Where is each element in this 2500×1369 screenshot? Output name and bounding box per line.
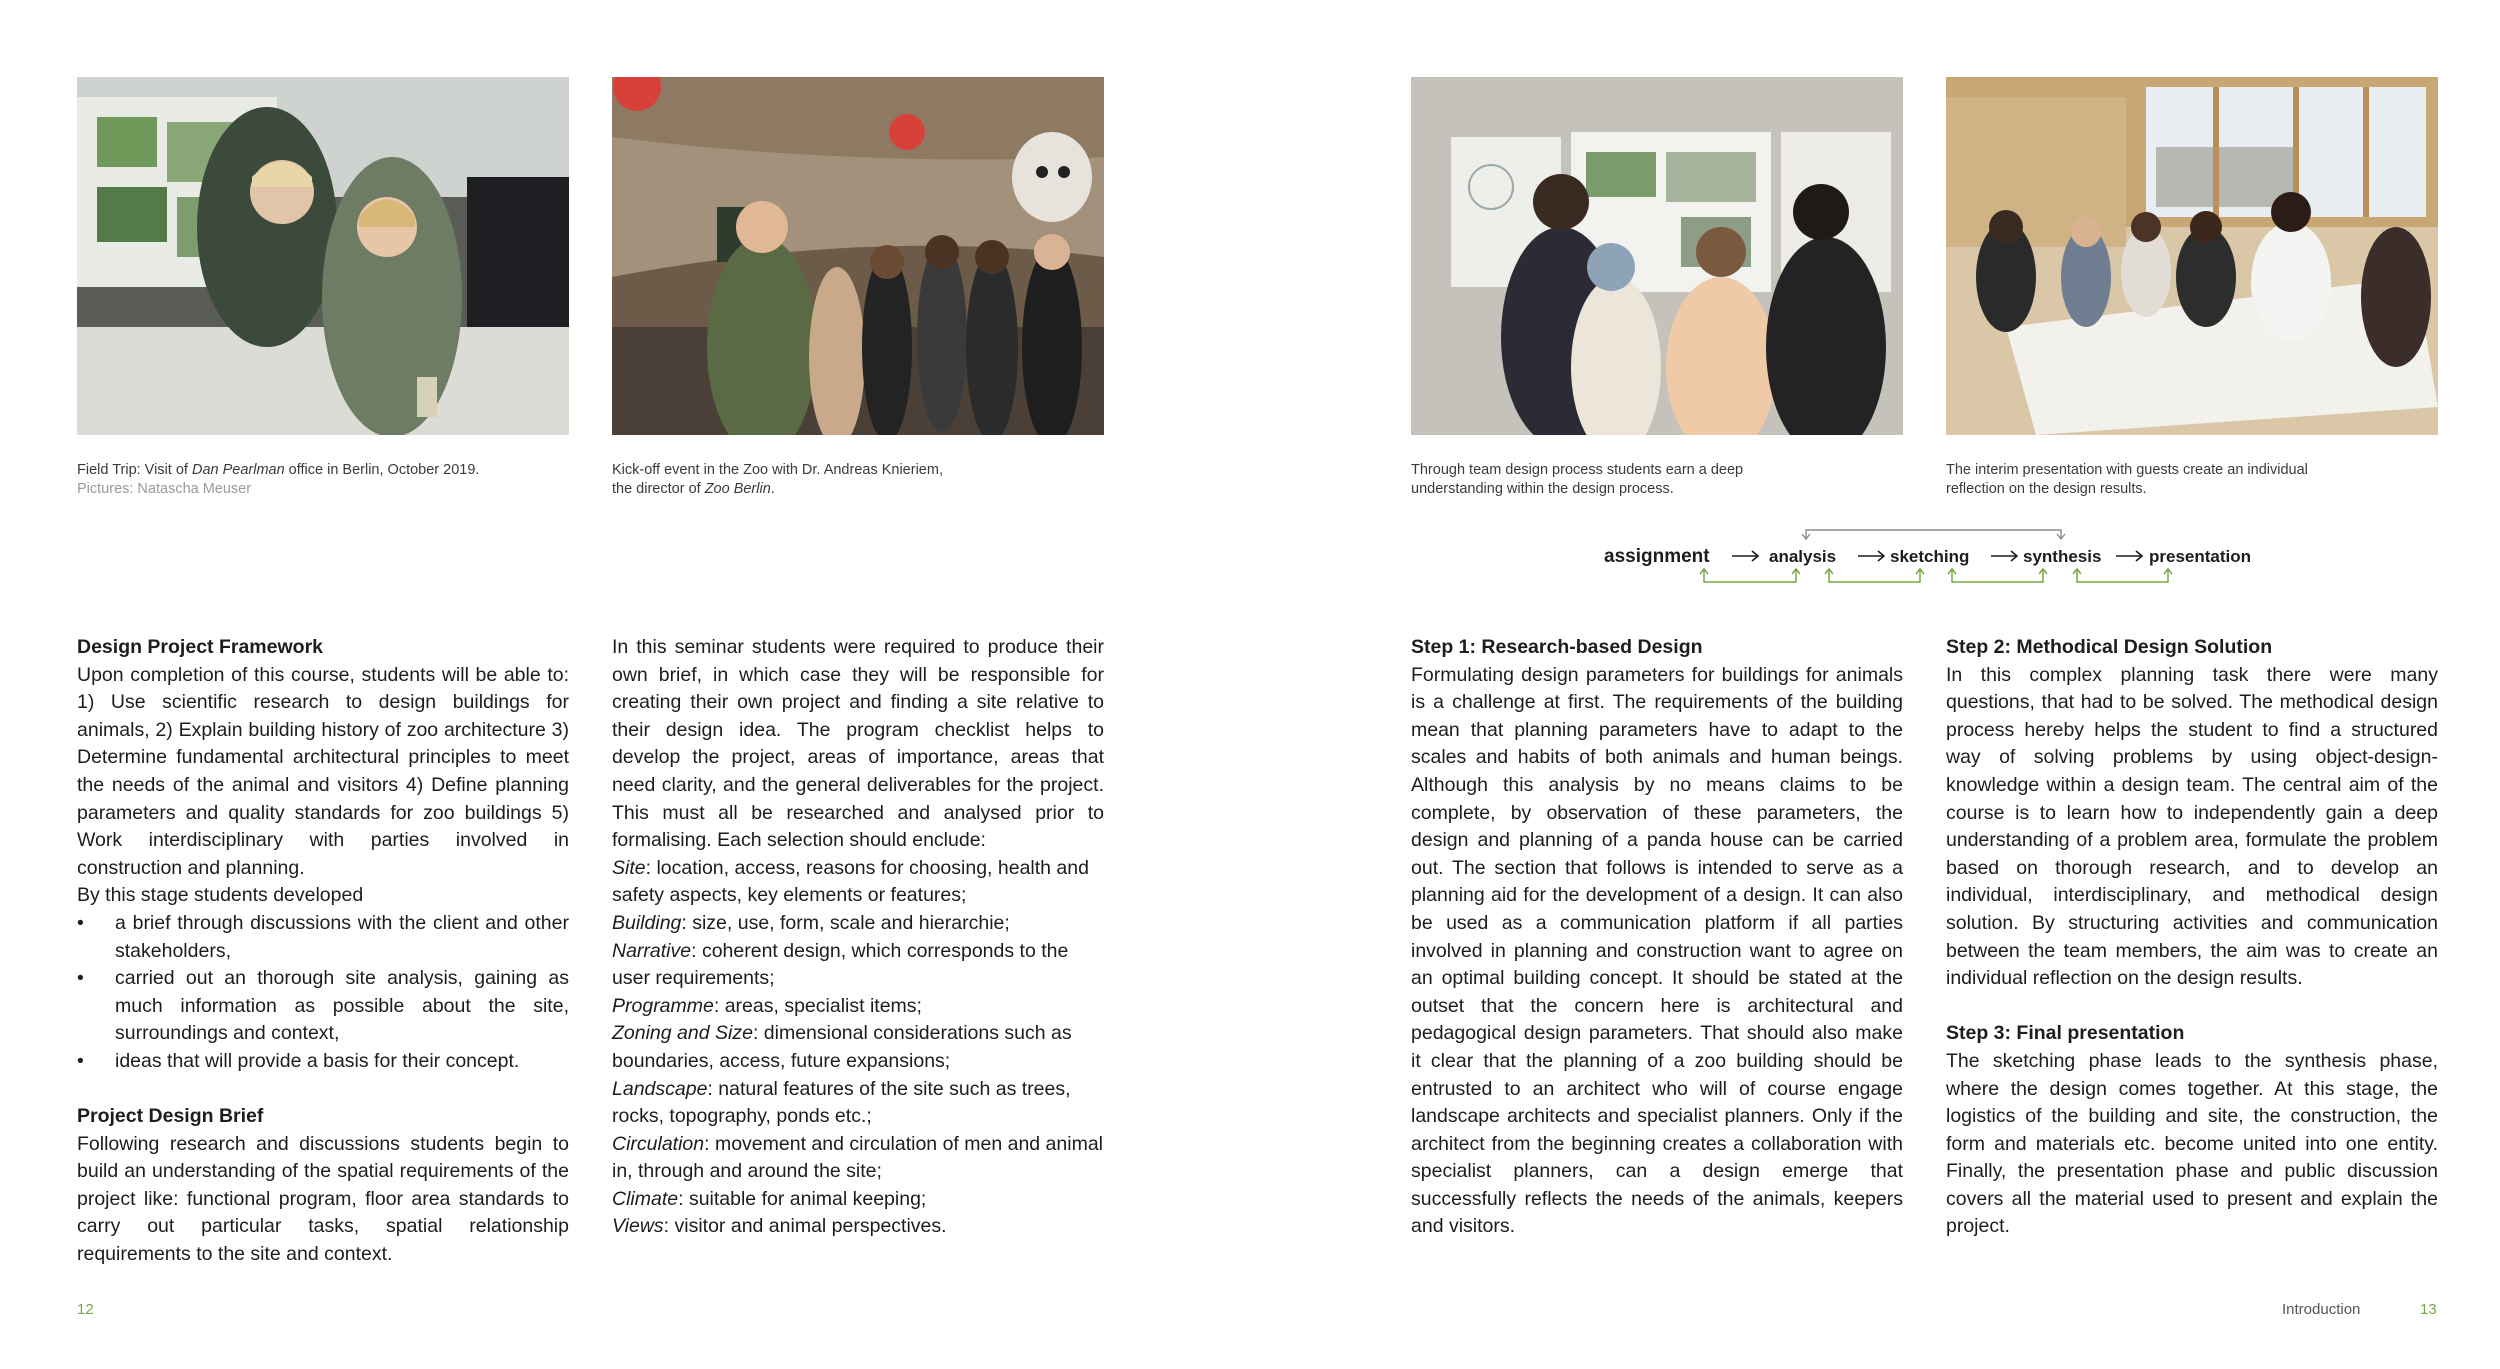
checklist-item-landscape	[612, 1076, 1104, 1131]
running-head: Introduction	[2282, 1301, 2361, 1318]
checklist-item-narrative	[612, 938, 1104, 993]
heading-step2: Step 2: Methodical Design Solution	[1946, 636, 2273, 658]
caption-team	[1411, 461, 1903, 499]
heading-step1: Step 1: Research-based Design	[1411, 636, 1703, 658]
checklist-desc: : movement and circulation of men and animal in, through and around the site;	[612, 1132, 1103, 1183]
checklist-desc: : coherent design, which corresponds to the user requirements;	[612, 939, 1069, 990]
checklist-term: Building	[612, 911, 682, 934]
caption-text: Kick-off event in the Zoo with Dr. Andreas Knieriem,	[612, 462, 943, 478]
framework-intro: Upon completion of this course, students will be able to: 1) Use scientific research to design buildings for animals, 2) Explain building history of zoo architecture 3) Determine fundamental architectural principles to meet the needs of the animal and visitors 4) Define planning parameters and quality standards for zoo buildings 5) Work interdisciplinary with parties involved in construction and planning.	[77, 663, 569, 879]
caption-italic: Dan Pearlman	[191, 462, 285, 478]
caption-text: understanding within the design process.	[1411, 481, 1674, 497]
list-item: • a brief through discussions with the client and other stakeholders,	[77, 910, 569, 965]
checklist-item-programme	[612, 993, 1104, 1021]
checklist-term: Narrative	[612, 939, 692, 962]
photo-kickoff-zoo	[612, 77, 1104, 435]
checklist-item-site	[612, 855, 1104, 910]
checklist-desc: : location, access, reasons for choosing, health and safety aspects, key elements or features;	[612, 856, 1089, 907]
process-flow-diagram	[1600, 520, 2300, 600]
checklist-desc: : visitor and animal perspectives.	[663, 1215, 947, 1238]
checklist-term: Zoning and Size	[612, 1022, 753, 1045]
checklist-item-climate	[612, 1186, 1104, 1214]
list-item: • carried out an thorough site analysis, gaining as much information as possible about the site, surroundings and context,	[77, 965, 569, 1048]
column-seminar	[612, 634, 1104, 1241]
seminar-intro: In this seminar students were required to produce their own brief, in which case they will be responsible for creating their own project and finding a site relative to their design idea. The program checklist helps to develop the project, areas of importance, areas that need clarity, and the general deliverables for the project. This must all be researched and analysed prior to formalising. Each selection should enclude:	[612, 636, 1104, 852]
framework-bullet-list	[77, 910, 569, 1076]
checklist-term: Circulation	[612, 1132, 705, 1155]
step1-text: Formulating design parameters for buildings for animals is a challenge at first. The requirements of the building mean that planning parameters have to adapt to the scales and habits of both animals and human beings. Although this analysis by no means claims to be complete, by observation of these parameters, the design and planning of a panda house can be carried out. The section that follows is intended to serve as a planning aid for the development of a design. It can also be used as a communication platform if all parties involved in planning and construction want to agree on an optimal building concept. It should be stated at the outset that the concern here is architectural and pedagogical design parameters. That should also make it clear that the planning of a zoo building should be entrusted to an architect who will of course engage landscape architects and specialist planners. Only if the architect from the beginning creates a collaboration with specialist planners, can a design emerge that successfully reflects the needs of the animals, keepers and visitors.	[1411, 663, 1903, 1238]
checklist-item-building	[612, 910, 1104, 938]
caption-italic: Zoo Berlin	[704, 481, 771, 497]
flow-step-sketching: sketching	[1890, 547, 1970, 566]
flow-step-synthesis: synthesis	[2023, 547, 2102, 566]
caption-field-trip	[77, 461, 569, 499]
page-number-left: 12	[77, 1301, 94, 1318]
column-step2-step3	[1946, 634, 2438, 1241]
photo-field-trip	[77, 77, 569, 435]
framework-lead: By this stage students developed	[77, 884, 364, 907]
step3-text: The sketching phase leads to the synthesis phase, where the design comes together. At this stage, the logistics of the building and site, the construction, the form and materials etc. become united into one entity. Finally, the presentation phase and public discussion covers all the material used to present and explain the project.	[1946, 1049, 2438, 1238]
heading-design-project-framework: Design Project Framework	[77, 636, 323, 658]
photo-team-design	[1411, 77, 1903, 435]
flow-step-assignment: assignment	[1604, 546, 1710, 567]
caption-text: the director of	[612, 481, 705, 497]
step2-text: In this complex planning task there were many questions, that had to be solved. The methodical design process hereby helps the student to find a structured way of solving problems by using object-design-knowledge within a design team. The central aim of the course is to learn how to independently gain a deep understanding of a problem area, formulate the problem based on thorough research, and to develop an individual, interdisciplinary, and methodical design solution. By structuring activities and communication between the team members, the aim was to create an individual reflection on the design results.	[1946, 663, 2438, 990]
checklist-item-zoning	[612, 1020, 1104, 1075]
list-item: • ideas that will provide a basis for their concept.	[77, 1048, 569, 1076]
column-framework	[77, 634, 569, 1269]
column-step1	[1411, 634, 1903, 1241]
checklist-term: Views	[612, 1215, 664, 1238]
caption-text: The interim presentation with guests create an individual	[1946, 462, 2308, 478]
checklist-desc: : size, use, form, scale and hierarchie;	[681, 911, 1010, 934]
heading-project-design-brief: Project Design Brief	[77, 1105, 264, 1128]
caption-text: office in Berlin, October 2019.	[284, 462, 480, 478]
checklist-term: Programme	[612, 994, 714, 1017]
caption-text: Through team design process students earn a deep	[1411, 462, 1744, 478]
checklist-desc: : natural features of the site such as trees, rocks, topography, ponds etc.;	[612, 1077, 1071, 1128]
photo-interim-presentation	[1946, 77, 2438, 435]
caption-kickoff	[612, 461, 1104, 499]
checklist-term: Climate	[612, 1187, 679, 1210]
page-number-right: 13	[2420, 1301, 2437, 1318]
checklist-desc: : areas, specialist items;	[713, 994, 922, 1017]
checklist-item-views	[612, 1213, 1104, 1241]
checklist-desc: : dimensional considerations such as boundaries, access, future expansions;	[612, 1022, 1072, 1072]
caption-text: Field Trip: Visit of	[77, 462, 192, 478]
checklist-desc: : suitable for animal keeping;	[678, 1187, 927, 1210]
checklist-item-circulation	[612, 1131, 1104, 1186]
brief-text: Following research and discussions students begin to build an understanding of the spatial requirements of the project like: functional program, floor area standards to carry out particular tasks, spatial relationship requirements to the site and context.	[77, 1132, 569, 1266]
caption-interim	[1946, 461, 2438, 499]
heading-step3: Step 3: Final presentation	[1946, 1022, 2185, 1045]
caption-text: reflection on the design results.	[1946, 481, 2147, 497]
caption-text: .	[770, 481, 775, 497]
checklist-term: Site	[612, 856, 646, 879]
checklist-term: Landscape	[612, 1077, 708, 1100]
flow-step-presentation: presentation	[2149, 547, 2252, 566]
flow-step-analysis: analysis	[1769, 547, 1837, 566]
photo-credit: Pictures: Natascha Meuser	[77, 481, 252, 497]
